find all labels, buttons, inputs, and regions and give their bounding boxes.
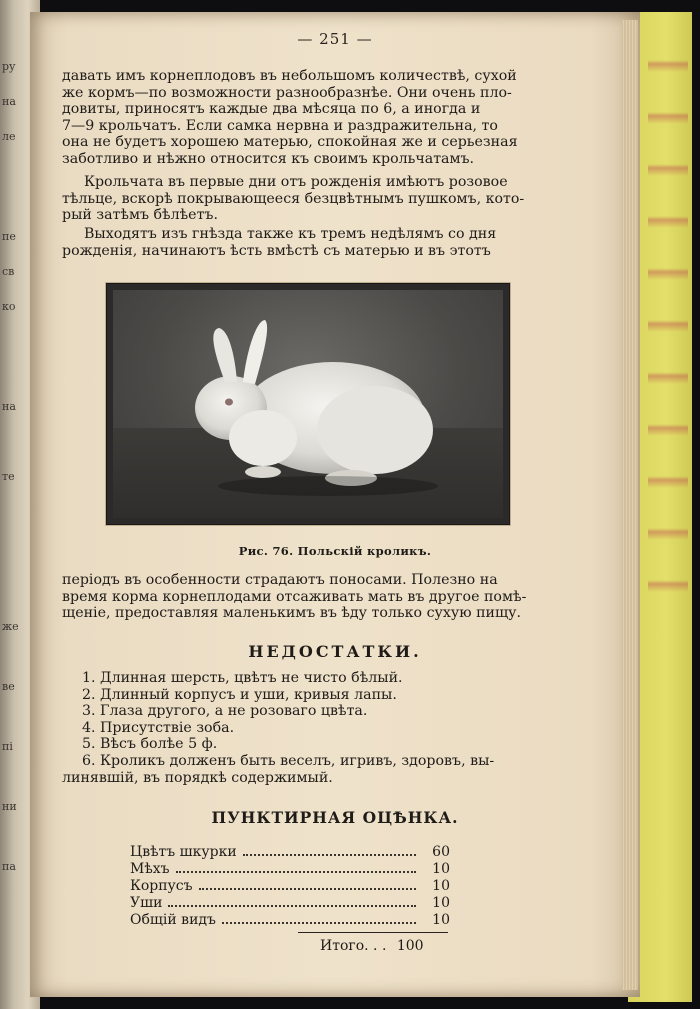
text-line: Крольчата въ первые дни отъ рожденія имѣютъ розовое [84,174,508,190]
score-label: Мѣхъ [130,861,170,877]
score-value: 10 [432,878,450,894]
score-row [130,878,450,895]
heading-scoring: ПУНКТИРНАЯ ОЦѢНКА. [211,808,459,827]
score-row [130,844,450,861]
defects-list [62,670,597,786]
text-line: рожденія, начинаютъ ѣсть вмѣстѣ съ матерью и въ этотъ [62,242,491,259]
defect-item: 3. Глаза другого, а не розоваго цвѣта. [82,703,368,720]
total-label: Итого. . . [320,938,387,954]
score-label: Корпусъ [130,878,193,894]
text-line: она не будетъ хорошею матерью, спокойная же и серьезная [62,134,518,151]
text-line: время корма корнеплодами отсаживать мать въ другое помѣ- [62,588,527,605]
defect-item: 2. Длинный корпусъ и уши, кривыя лапы. [82,686,397,703]
total-rule [298,932,448,933]
text-line: заботливо и нѣжно относится къ своимъ крольчатамъ. [62,150,475,167]
heading-defects: НЕДОСТАТКИ. [248,642,422,661]
scoring-table [130,844,450,929]
paragraph-4 [62,572,597,622]
text-line: же кормъ—по возможности разнообразнѣе. Они очень пло- [62,84,512,101]
total-value: 100 [396,938,424,954]
paragraph-1 [62,68,597,168]
rabbit-photo [106,283,510,525]
strip-markings [648,20,688,620]
text-line: давать имъ корнеплодовъ въ небольшомъ количествѣ, сухой [62,68,517,84]
book-page [30,12,640,997]
page-stack-edges [622,20,638,990]
text-line: рый затѣмъ бѣлѣетъ. [62,207,218,224]
score-row [130,895,450,912]
page-number: — 251 — [297,30,373,48]
defect-item: 6. Кроликъ долженъ быть веселъ, игривъ, здоровъ, вы- [82,752,495,769]
score-row [130,861,450,878]
paragraph-3 [62,226,597,259]
text-line: щеніе, предоставляя маленькимъ въ ѣду только сухую пищу. [62,605,522,622]
defect-item: 4. Присутствіе зоба. [82,719,235,736]
white-rabbit-illustration [113,290,503,518]
score-label: Общій видъ [130,912,216,928]
text-line: 7—9 крольчатъ. Если самка нервна и раздражительна, то [62,117,498,134]
text-line: довиты, приносятъ каждые два мѣсяца по 6, а иногда и [62,101,481,118]
figure-caption: Рис. 76. Польскій кроликъ. [238,544,432,558]
text-line: періодъ въ особенности страдаютъ поносами. Полезно на [62,572,498,588]
score-value: 10 [432,895,450,911]
score-label: Цвѣтъ шкурки [130,844,237,860]
text-line: Выходятъ изъ гнѣзда также къ тремъ недѣлямъ со дня [84,226,497,242]
defect-item: 5. Вѣсъ болѣе 5 ф. [82,736,218,753]
score-value: 60 [432,844,450,860]
defect-item: линявшій, въ порядкѣ содержимый. [62,769,333,786]
text-line: тѣльце, вскорѣ покрывающееся безцвѣтнымъ пушкомъ, кото- [62,190,525,207]
score-value: 10 [432,912,450,928]
paragraph-2 [62,174,597,224]
score-row [130,912,450,929]
score-label: Уши [130,895,163,911]
score-value: 10 [432,861,450,877]
total-row [320,938,424,954]
defect-item: 1. Длинная шерсть, цвѣтъ не чисто бѣлый. [82,670,403,686]
previous-page-edge: ру на ле пе св ко на те же ве пі ни па [0,0,40,1009]
